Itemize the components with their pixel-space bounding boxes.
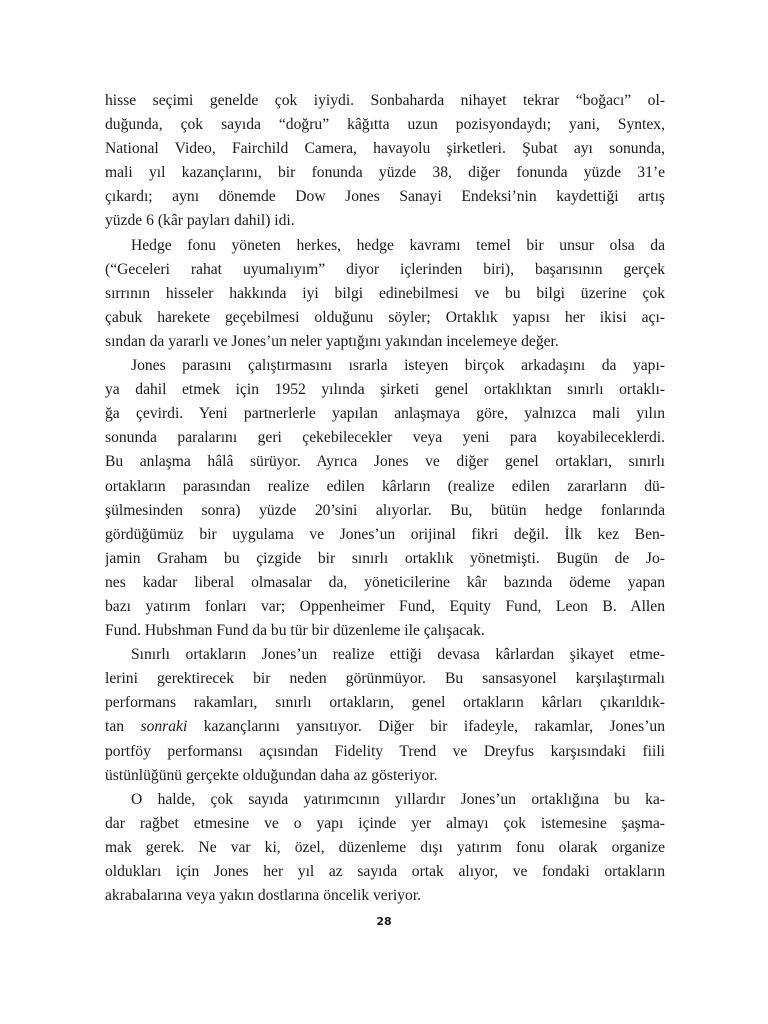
text-line: sından da yararlı ve Jones’un neler yaptığını yakından incelemeye değer. — [105, 332, 559, 350]
text-line: bazı yatırım fonları var; Oppenheimer Fund, Equity Fund, Leon B. Allen — [105, 597, 665, 615]
text-line: sonunda paralarını geri çekebilecekler veya yeni para koyabileceklerdi. — [105, 429, 665, 447]
text-line: dar rağbet etmesine ve o yapı içinde yer almayı çok istemesine şaşma- — [105, 814, 665, 832]
text-line: duğunda, çok sayıda “doğru” kâğıtta uzun pozisyondaydı; yani, Syntex, — [105, 116, 665, 134]
text-line: lerini gerektirecek bir neden görünmüyor. Bu sansasyonel karşılaştırmalı — [105, 670, 665, 688]
text-line: ya dahil etmek için 1952 yılında şirketi genel ortaklıktan sınırlı ortaklı- — [105, 381, 665, 399]
text-line: mali yıl kazançlarını, bir fonunda yüzde 38, diğer fonunda yüzde 31’e — [105, 164, 665, 182]
text-line: tan sonraki kazançlarını yansıtıyor. Diğer bir ifadeyle, rakamlar, Jones’un — [105, 718, 665, 736]
text-line: mak gerek. Ne var ki, özel, düzenleme dışı yatırım fonu olarak organize — [105, 838, 665, 856]
text-line: çabuk harekete geçebilmesi olduğunu söyler; Ortaklık yapısı her ikisi açı- — [105, 308, 665, 326]
text-line: şülmesinden sonra) yüzde 20’sini alıyorlar. Bu, bütün hedge fonlarında — [105, 501, 665, 519]
text-line: oldukları için Jones her yıl az sayıda ortak alıyor, ve fondaki ortakların — [105, 863, 665, 880]
paragraph — [105, 643, 665, 788]
text-line: Jones parasını çalıştırmasını ısrarla isteyen birçok arkadaşını da yapı- — [131, 357, 665, 375]
text-line: akrabalarına veya yakın dostlarına öncelik veriyor. — [105, 887, 422, 905]
text-line: Bu anlaşma hâlâ sürüyor. Ayrıca Jones ve diğer genel ortakları, sınırlı — [105, 453, 665, 471]
text-line: ğa çevirdi. Yeni partnerlerle yapılan anlaşmaya göre, yalnızca mali yılın — [105, 405, 665, 423]
text-line: (“Geceleri rahat uyumalıyım” diyor içlerinden biri), başarısının gerçek — [105, 260, 665, 278]
paragraph — [105, 788, 665, 908]
text-line: Fund. Hubshman Fund da bu tür bir düzenleme ile çalışacak. — [105, 622, 485, 640]
text-line: sırrının hisseler hakkında iyi bilgi edinebilmesi ve bu bilgi üzerine çok — [105, 284, 665, 302]
text-line: performans rakamları, sınırlı ortakların, genel ortakların kârları çıkarıldık- — [105, 694, 665, 712]
paragraph — [105, 89, 665, 234]
text-line: üstünlüğünü gerçekte olduğundan daha az gösteriyor. — [105, 766, 438, 784]
text-line: jamin Graham bu çizgide bir sınırlı ortaklık yönetmişti. Bugün de Jo- — [105, 549, 665, 567]
text-line: çıkardı; aynı dönemde Dow Jones Sanayi Endeksi’nin kaydettiği artış — [105, 188, 665, 206]
paragraph — [105, 234, 665, 354]
paragraph — [105, 354, 665, 643]
text-line: nes kadar liberal olmasalar da, yöneticilerine kâr bazında ödeme yapan — [105, 573, 665, 591]
text-line: ortakların parasından realize edilen kârların (realize edilen zararların dü- — [105, 477, 665, 495]
text-line: portföy performansı açısından Fidelity Trend ve Dreyfus karşısındaki fiili — [105, 742, 665, 760]
text-line: Hedge fonu yöneten herkes, hedge kavramı temel bir unsur olsa da — [131, 236, 665, 254]
italic-word: sonraki — [140, 718, 188, 736]
text-line: O halde, çok sayıda yatırımcının yıllardır Jones’un ortaklığına bu ka- — [131, 790, 665, 808]
text-line: gördüğümüz bir uygulama ve Jones’un orijinal fikri değil. İlk kez Ben- — [105, 525, 665, 543]
text-line: National Video, Fairchild Camera, havayolu şirketleri. Şubat ayı sonunda, — [105, 140, 665, 158]
text-line: Sınırlı ortakların Jones’un realize ettiği devasa kârlardan şikayet etme- — [131, 646, 665, 664]
text-line: yüzde 6 (kâr payları dahil) idi. — [105, 212, 295, 230]
text-line: hisse seçimi genelde çok iyiydi. Sonbaharda nihayet tekrar “boğacı” ol- — [105, 92, 665, 109]
book-page-body — [105, 89, 665, 908]
page-number: 28 — [376, 915, 392, 928]
